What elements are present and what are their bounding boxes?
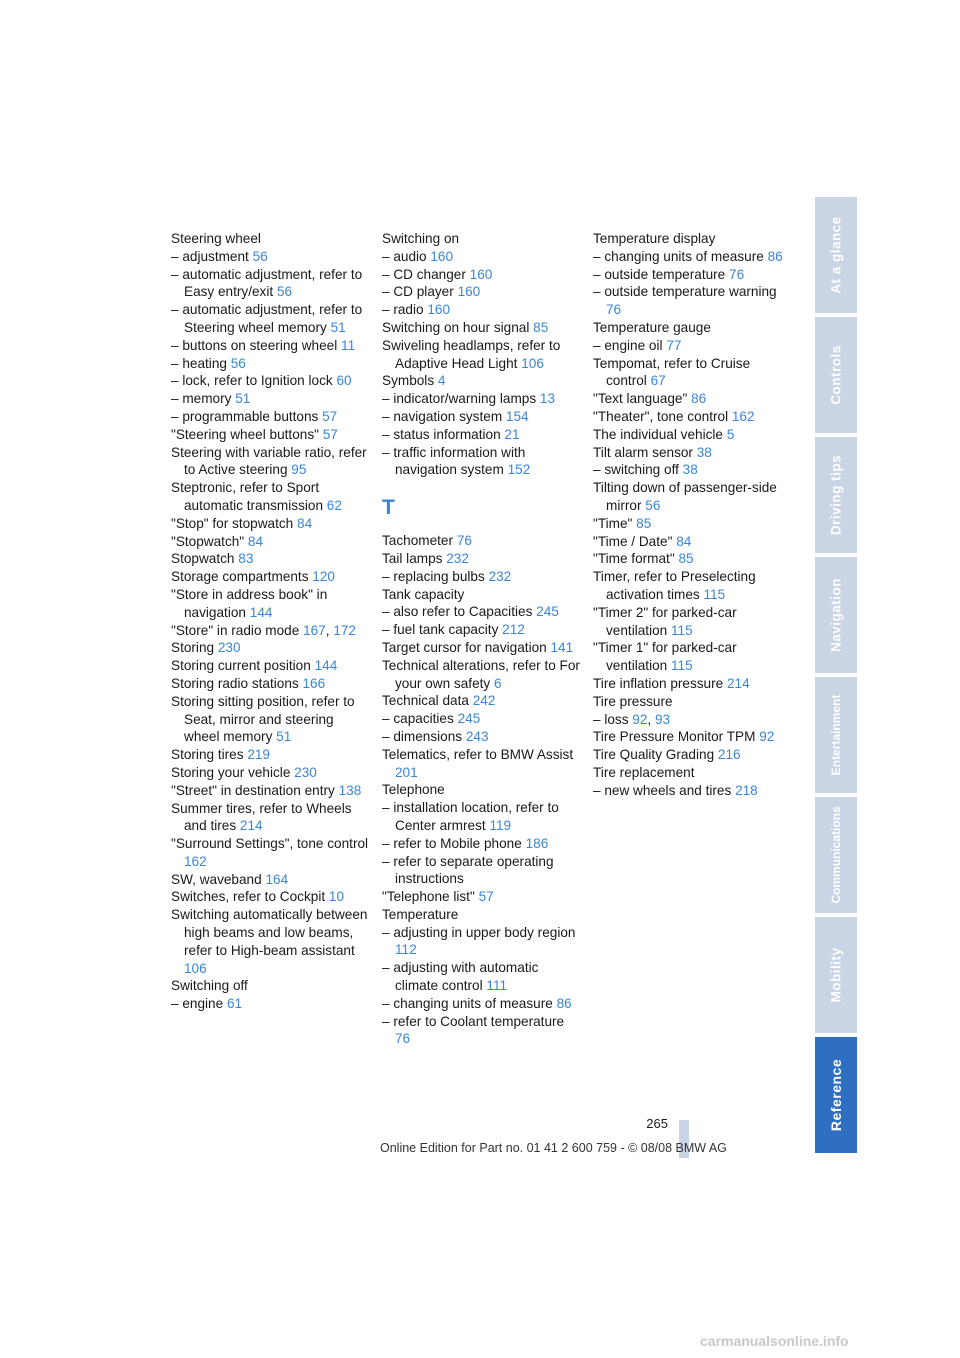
page-link[interactable]: 86: [691, 391, 707, 407]
index-entry: [171, 764, 371, 782]
entry-text: Tilt alarm sensor: [593, 444, 697, 460]
entry-text: Telephone: [382, 782, 445, 798]
index-entry: [382, 444, 582, 480]
index-entry: [171, 586, 371, 622]
entry-text: "Telephone list": [382, 889, 479, 905]
index-entry: [382, 835, 582, 853]
page-link[interactable]: 57: [322, 408, 338, 424]
index-entry: [171, 622, 371, 640]
index-entry: [593, 479, 793, 515]
index-entry: [382, 799, 582, 835]
page-link[interactable]: 162: [184, 853, 207, 869]
index-entry: [382, 603, 582, 621]
index-entry: [593, 230, 793, 248]
entry-text: – adjusting in upper body region: [382, 924, 576, 940]
index-entry: [382, 781, 582, 799]
index-entry: [171, 230, 371, 248]
page-separator: ,: [647, 711, 655, 727]
page-link[interactable]: 115: [703, 586, 726, 602]
index-entry: [382, 532, 582, 550]
watermark: carmanualsonline.info: [700, 1333, 849, 1349]
index-entry: [593, 604, 793, 640]
index-entry: [382, 853, 582, 889]
page-link[interactable]: 152: [507, 462, 531, 478]
page-link[interactable]: 218: [735, 782, 758, 798]
index-entry: [171, 835, 371, 871]
page-link[interactable]: 120: [312, 569, 335, 585]
index-entry: [382, 230, 582, 248]
page-link[interactable]: 219: [247, 747, 270, 763]
index-entry: [593, 426, 793, 444]
index-entry: [382, 550, 582, 568]
index-entry: [382, 1013, 582, 1049]
page-link[interactable]: 10: [328, 889, 345, 905]
tab-navigation[interactable]: [815, 557, 857, 673]
page-link[interactable]: 85: [533, 319, 549, 335]
entry-text: Tire replacement: [593, 764, 695, 780]
page-link[interactable]: 21: [504, 426, 520, 442]
entry-text: – heating: [171, 355, 231, 371]
entry-text: "Timer 1" for parked-car ventilation: [593, 640, 737, 674]
entry-text: Tachometer: [382, 533, 457, 549]
index-entry: [382, 372, 582, 390]
index-entry: [171, 355, 371, 373]
entry-text: Steering with variable ratio, refer to Active steering: [171, 444, 367, 478]
page-link[interactable]: 5: [726, 426, 735, 442]
page-link[interactable]: 76: [395, 1031, 411, 1047]
entry-text: "Stopwatch": [171, 533, 248, 549]
entry-text: Swiveling headlamps, refer to Adaptive Head Light: [382, 337, 561, 371]
page-link[interactable]: 112: [395, 942, 417, 958]
index-entry: [171, 693, 371, 746]
page-link[interactable]: 212: [502, 622, 525, 638]
index-entry: [171, 248, 371, 266]
page-link[interactable]: 61: [226, 996, 243, 1012]
index-entry: [171, 408, 371, 426]
page-link[interactable]: 138: [338, 782, 362, 798]
index-entry: [382, 319, 582, 337]
index-entry: [593, 461, 793, 479]
index-entry: [382, 586, 582, 604]
index-entry: [382, 639, 582, 657]
entry-text: – refer to Coolant temperature: [382, 1013, 565, 1029]
entry-text: – changing units of measure: [593, 248, 768, 264]
page-link[interactable]: 141: [550, 639, 574, 655]
entry-text: "Timer 2" for parked-car ventilation: [593, 604, 737, 638]
entry-text: – also refer to Capacities: [382, 604, 537, 620]
entry-text: Tire Quality Grading: [593, 747, 718, 763]
page-link[interactable]: 245: [536, 604, 559, 620]
page-link[interactable]: 162: [731, 408, 755, 424]
entry-text: Switching on: [382, 231, 460, 246]
index-entry: [593, 390, 793, 408]
index-entry: [382, 728, 582, 746]
page-link[interactable]: 160: [427, 302, 451, 318]
index-entry: [382, 959, 582, 995]
index-entry: [593, 711, 793, 729]
index-entry: [593, 515, 793, 533]
page-link[interactable]: 13: [539, 391, 556, 407]
page-link[interactable]: 56: [645, 497, 661, 513]
entry-text: Storing your vehicle: [171, 764, 295, 780]
index-entry: [382, 337, 582, 373]
index-entry: [171, 550, 371, 568]
entry-text: Tire inflation pressure: [593, 675, 727, 691]
entry-text: Target cursor for navigation: [382, 639, 551, 655]
index-entry: [593, 533, 793, 551]
index-entry: [171, 372, 371, 390]
tab-label: Entertainment: [829, 694, 843, 776]
index-entry: [593, 337, 793, 355]
index-entry: [593, 746, 793, 764]
entry-text: "Steering wheel buttons": [171, 426, 323, 442]
index-entry: [171, 782, 371, 800]
entry-text: "Street" in destination entry: [171, 782, 339, 798]
page-link[interactable]: 86: [556, 995, 572, 1011]
index-entry: [171, 800, 371, 836]
page-link[interactable]: 106: [521, 355, 544, 371]
page-link[interactable]: 51: [235, 391, 251, 407]
entry-text: Technical alterations, refer to For your own safety: [382, 657, 580, 691]
index-entry: [382, 746, 582, 782]
index-entry: [593, 675, 793, 693]
page-link[interactable]: 115: [671, 658, 693, 674]
page-link[interactable]: 85: [636, 515, 652, 531]
index-entry: [593, 568, 793, 604]
entry-text: Storing current position: [171, 658, 315, 674]
index-entry: [593, 764, 793, 782]
entry-text: – fuel tank capacity: [382, 622, 503, 638]
entry-text: – indicator/warning lamps: [382, 391, 540, 407]
tab-label: At a glance: [828, 216, 844, 294]
entry-text: Storage compartments: [171, 569, 313, 585]
page-link[interactable]: 172: [333, 622, 356, 638]
index-entry: [171, 533, 371, 551]
tab-entertainment[interactable]: [815, 677, 857, 793]
index-entry: [171, 977, 371, 995]
entry-text: Storing: [171, 640, 218, 656]
page-separator: ,: [325, 622, 334, 638]
index-column-3: [593, 230, 793, 800]
index-entry: [171, 266, 371, 302]
entry-text: – dimensions: [382, 728, 466, 744]
entry-text: Tire pressure: [593, 693, 673, 709]
entry-text: – loss: [593, 711, 633, 727]
entry-text: Switching on hour signal: [382, 319, 534, 335]
entry-text: "Text language": [593, 391, 692, 407]
page-link[interactable]: 242: [472, 693, 496, 709]
entry-text: Tempomat, refer to Cruise control: [593, 355, 751, 389]
tab-label: Navigation: [828, 577, 844, 653]
tab-mobility[interactable]: [815, 917, 857, 1033]
index-entry: [171, 444, 371, 480]
page-link[interactable]: 51: [276, 729, 292, 745]
tab-label: Mobility: [828, 947, 844, 1003]
entry-text: – switching off: [593, 462, 683, 478]
page-link[interactable]: 230: [217, 640, 241, 656]
entry-text: – radio: [382, 302, 428, 318]
index-entry: [593, 693, 793, 711]
entry-text: – CD changer: [382, 266, 470, 282]
page-link[interactable]: 160: [469, 266, 493, 282]
page-link[interactable]: 76: [456, 533, 472, 549]
page-link[interactable]: 115: [671, 622, 693, 638]
entry-text: – memory: [171, 391, 236, 407]
page-link[interactable]: 166: [302, 675, 326, 691]
page-link[interactable]: 86: [767, 248, 783, 264]
entry-text: – replacing bulbs: [382, 568, 489, 584]
entry-text: "Stop" for stopwatch: [171, 515, 298, 531]
tab-label: Reference: [828, 1058, 844, 1132]
tab-at-a-glance[interactable]: [815, 197, 857, 313]
index-entry: [382, 426, 582, 444]
index-entry: [171, 888, 371, 906]
entry-text: Tail lamps: [382, 550, 447, 566]
index-entry: [382, 906, 582, 924]
entry-text: – CD player: [382, 284, 458, 300]
entry-text: Switching automatically between high beams and low beams, refer to High-beam assistant: [171, 907, 368, 958]
page-link[interactable]: 62: [326, 497, 342, 513]
page-link[interactable]: 6: [493, 675, 502, 691]
index-entry: [171, 301, 371, 337]
index-entry: [593, 639, 793, 675]
page-link[interactable]: 38: [696, 444, 712, 460]
entry-text: "Store in address book" in navigation: [171, 586, 328, 620]
entry-text: – refer to Mobile phone: [382, 835, 526, 851]
entry-text: – engine: [171, 996, 227, 1012]
entry-text: "Time format": [593, 551, 679, 567]
section-tabs: [815, 197, 857, 1157]
index-entry: [171, 390, 371, 408]
index-entry: [382, 568, 582, 586]
index-entry: [593, 444, 793, 462]
page-number: 265: [646, 1116, 668, 1131]
page-link[interactable]: 60: [336, 373, 352, 389]
entry-text: Temperature gauge: [593, 319, 711, 335]
entry-text: Symbols: [382, 373, 438, 389]
index-entry: [171, 568, 371, 586]
entry-text: – capacities: [382, 711, 458, 727]
index-column-1: [171, 230, 371, 1013]
page-link[interactable]: 106: [184, 960, 207, 976]
page-link[interactable]: 144: [314, 658, 338, 674]
entry-text: SW, waveband: [171, 871, 266, 887]
page-link[interactable]: 164: [265, 871, 289, 887]
index-entry: [171, 675, 371, 693]
page-link[interactable]: 243: [465, 728, 489, 744]
index-entry: [593, 248, 793, 266]
entry-text: Temperature: [382, 906, 459, 922]
page-link[interactable]: 84: [247, 533, 264, 549]
page-link[interactable]: 92: [632, 711, 648, 727]
tab-controls[interactable]: [815, 317, 857, 433]
index-entry: [171, 639, 371, 657]
entry-text: – status information: [382, 426, 505, 442]
entry-text: Telematics, refer to BMW Assist: [382, 746, 574, 762]
entry-text: Temperature display: [593, 231, 716, 246]
index-entry: [382, 924, 582, 960]
tab-driving-tips[interactable]: [815, 437, 857, 553]
entry-text: – adjustment: [171, 248, 253, 264]
page-link[interactable]: 57: [478, 889, 494, 905]
entry-text: – automatic adjustment, refer to Steering wheel memory: [171, 302, 363, 335]
index-entry: [382, 995, 582, 1013]
page-link[interactable]: 232: [446, 550, 469, 566]
page-link[interactable]: 84: [297, 515, 313, 531]
page-link[interactable]: 154: [505, 408, 529, 424]
index-entry: [382, 390, 582, 408]
entry-text: Tilting down of passenger-side mirror: [593, 480, 777, 513]
entry-text: Technical data: [382, 693, 473, 709]
entry-text: – traffic information with navigation system: [382, 444, 526, 478]
page-link[interactable]: 85: [678, 551, 694, 567]
index-entry: [382, 621, 582, 639]
page-link[interactable]: 232: [488, 568, 512, 584]
page-link[interactable]: 167: [303, 622, 326, 638]
index-entry: [171, 337, 371, 355]
entry-text: Storing sitting position, refer to Seat, mirror and steering wheel memory: [171, 693, 355, 745]
index-entry: [382, 408, 582, 426]
page-link[interactable]: 84: [676, 533, 692, 549]
entry-text: Steptronic, refer to Sport automatic transmission: [171, 480, 327, 513]
page-link[interactable]: 76: [606, 302, 622, 318]
entry-text: Summer tires, refer to Wheels and tires: [171, 800, 352, 834]
entry-text: – new wheels and tires: [593, 782, 736, 798]
entry-text: Steering wheel: [171, 231, 261, 246]
entry-text: – engine oil: [593, 337, 667, 353]
entry-text: Stopwatch: [171, 551, 239, 567]
entry-text: – lock, refer to Ignition lock: [171, 373, 337, 389]
entry-text: – installation location, refer to Center armrest: [382, 800, 559, 833]
page-link[interactable]: 160: [430, 248, 454, 264]
index-entry: [171, 906, 371, 977]
page-link[interactable]: 119: [489, 817, 512, 833]
tab-label: Controls: [828, 345, 844, 405]
index-entry: [593, 283, 793, 319]
tab-reference[interactable]: [815, 1037, 857, 1153]
index-entry: [171, 995, 371, 1013]
entry-text: – navigation system: [382, 408, 506, 424]
entry-text: – programmable buttons: [171, 408, 323, 424]
tab-label: Driving tips: [828, 454, 844, 536]
entry-text: The individual vehicle: [593, 426, 727, 442]
page-link[interactable]: 67: [650, 373, 666, 389]
tab-communications[interactable]: [815, 797, 857, 913]
page-link[interactable]: 77: [666, 337, 682, 353]
page-link[interactable]: 245: [457, 711, 481, 727]
index-entry: [171, 515, 371, 533]
page-link[interactable]: 38: [682, 462, 698, 478]
index-entry: [382, 283, 582, 301]
index-entry: [171, 746, 371, 764]
entry-text: – automatic adjustment, refer to Easy entry/exit: [171, 266, 363, 300]
index-entry: [171, 479, 371, 515]
section-letter: T: [382, 496, 395, 520]
entry-text: "Store" in radio mode: [171, 622, 304, 638]
page-link[interactable]: 92: [759, 729, 775, 745]
entry-text: "Surround Settings", tone control: [171, 836, 369, 852]
entry-text: – changing units of measure: [382, 995, 557, 1011]
index-entry: [593, 355, 793, 391]
page-link[interactable]: 230: [294, 764, 317, 780]
entry-text: Tank capacity: [382, 586, 465, 602]
page-link[interactable]: 93: [654, 711, 671, 727]
page-link[interactable]: 51: [330, 319, 346, 335]
index-entry: [382, 301, 582, 319]
index-entry: [593, 319, 793, 337]
entry-text: – refer to separate operating instructions: [382, 853, 554, 887]
entry-text: Switches, refer to Cockpit: [171, 889, 329, 905]
entry-text: "Time / Date": [593, 533, 677, 549]
index-entry: [593, 782, 793, 800]
index-entry: [171, 657, 371, 675]
index-entry: [593, 266, 793, 284]
page-link[interactable]: 57: [322, 426, 338, 442]
index-entry: [382, 266, 582, 284]
entry-text: Storing radio stations: [171, 675, 303, 691]
index-entry: [382, 248, 582, 266]
entry-text: Switching off: [171, 978, 248, 994]
page-link[interactable]: 4: [437, 373, 446, 389]
index-entry: [171, 426, 371, 444]
entry-text: "Time": [593, 515, 637, 531]
entry-text: – outside temperature warning: [593, 284, 777, 300]
page-link[interactable]: 216: [717, 747, 741, 763]
index-entry: [382, 710, 582, 728]
entry-text: Timer, refer to Preselecting activation times: [593, 569, 756, 602]
page-link[interactable]: 76: [729, 266, 745, 282]
page-link[interactable]: 160: [457, 284, 481, 300]
entry-text: Storing tires: [171, 747, 248, 763]
index-entry: [171, 871, 371, 889]
page-link[interactable]: 186: [525, 835, 549, 851]
footer-text: Online Edition for Part no. 01 41 2 600 759 - © 08/08 BMW AG: [380, 1141, 727, 1155]
page-link[interactable]: 144: [249, 604, 273, 620]
page-link[interactable]: 56: [230, 355, 246, 371]
entry-text: Tire Pressure Monitor TPM: [593, 729, 760, 745]
page-link[interactable]: 56: [276, 284, 293, 300]
entry-text: – outside temperature: [593, 266, 730, 282]
index-column-2: [382, 230, 582, 1048]
page-link[interactable]: 111: [486, 978, 508, 994]
page-link[interactable]: 214: [726, 675, 750, 691]
tab-label: Communications: [829, 806, 843, 904]
page-link[interactable]: 95: [291, 462, 307, 478]
entry-text: – buttons on steering wheel: [171, 337, 342, 353]
index-entry: [382, 888, 582, 906]
page-link[interactable]: 56: [252, 248, 268, 264]
index-entry: [593, 550, 793, 568]
page-link[interactable]: 201: [395, 764, 418, 780]
index-entry: [382, 692, 582, 710]
page-link[interactable]: 214: [239, 818, 263, 834]
entry-text: – audio: [382, 248, 431, 264]
index-entry: [593, 728, 793, 746]
entry-text: – adjusting with automatic climate control: [382, 960, 539, 994]
index-entry: [593, 408, 793, 426]
index-entry: [382, 657, 582, 693]
entry-text: "Theater", tone control: [593, 408, 732, 424]
page-link[interactable]: 11: [341, 337, 356, 353]
page-link[interactable]: 83: [238, 551, 254, 567]
